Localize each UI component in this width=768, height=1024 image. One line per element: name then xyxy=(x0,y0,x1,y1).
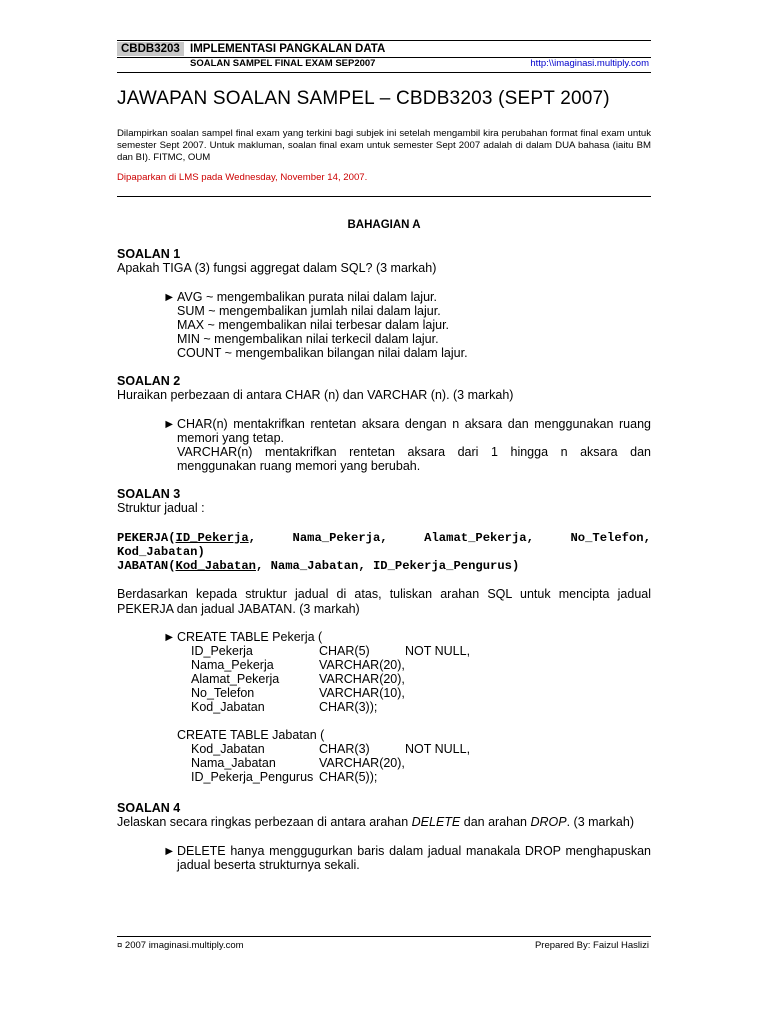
jabatan-table-name: JABATAN( xyxy=(117,559,176,573)
header-url-link[interactable]: http:\\imaginasi.multiply.com xyxy=(530,58,649,69)
course-code-badge: CBDB3203 xyxy=(117,42,184,56)
question-4-answer xyxy=(163,844,651,872)
intro-paragraph: Dilampirkan soalan sampel final exam yang terkini bagi subjek ini setelah mengambil kira perubahan format final exam untuk semester Sept 2007. Untuk makluman, soalan final exam untuk semester Sept 2007 adalah di dalam DUA bahasa (iaitu BM dan BI). FITMC, OUM xyxy=(117,128,651,163)
pekerja-table-name: PEKERJA( xyxy=(117,531,176,545)
jabatan-columns: , Nama_Jabatan, ID_Pekerja_Pengurus) xyxy=(255,559,520,573)
header-subtitle: SOALAN SAMPEL FINAL EXAM SEP2007 xyxy=(190,58,376,69)
create-jabatan-statement: CREATE TABLE Jabatan ( xyxy=(177,728,325,742)
pekerja-columns: , Nama_Pekerja, Alamat_Pekerja, No_Telefon, xyxy=(248,531,651,545)
question-1-title: SOALAN 1 xyxy=(117,247,181,261)
question-3-title: SOALAN 3 xyxy=(117,487,181,501)
question-2-title: SOALAN 2 xyxy=(117,374,181,388)
pekerja-columns-table xyxy=(163,644,470,714)
section-separator xyxy=(117,196,651,197)
table-row: Kod_Jabatan CHAR(3) NOT NULL, xyxy=(191,742,471,756)
question-4-text: Jelaskan secara ringkas perbezaan di antara arahan DELETE dan arahan DROP. (3 markah) xyxy=(117,815,634,829)
pekerja-primary-key: ID_Pekerja xyxy=(175,531,249,545)
table-structure-label: Struktur jadual : xyxy=(117,501,205,515)
section-heading: BAHAGIAN A xyxy=(347,219,421,231)
jabatan-columns-table xyxy=(163,742,470,784)
table-structure-definition xyxy=(117,531,651,573)
question-1-text: Apakah TIGA (3) fungsi aggregat dalam SQL? (3 markah) xyxy=(117,261,437,275)
header-rule-bottom xyxy=(117,72,651,73)
arrow-bullet-icon: ► xyxy=(163,630,176,644)
arrow-bullet-icon: ► xyxy=(163,417,176,431)
table-row: No_Telefon VARCHAR(10), xyxy=(191,686,405,700)
header-rule-top xyxy=(117,40,651,41)
table-row: Alamat_Pekerja VARCHAR(20), xyxy=(191,672,405,686)
table-row: Nama_Jabatan VARCHAR(20), xyxy=(191,756,405,770)
table-row: ID_Pekerja_Pengurus CHAR(5)); xyxy=(191,770,378,784)
pekerja-columns-continued: Kod_Jabatan) xyxy=(117,545,205,559)
table-row: Nama_Pekerja VARCHAR(20), xyxy=(191,658,405,672)
answer-varchar: VARCHAR(n) mentakrifkan rentetan aksara dari 1 hingga n aksara dan menggunakan ruang memori yang berubah. xyxy=(177,445,651,473)
arrow-bullet-icon: ► xyxy=(163,844,176,858)
table-row: Kod_Jabatan CHAR(3)); xyxy=(191,700,378,714)
arrow-bullet-icon: ► xyxy=(163,290,176,304)
footer-copyright: ¤ 2007 imaginasi.multiply.com xyxy=(117,940,244,951)
question-3-answer xyxy=(163,630,651,784)
jabatan-primary-key: Kod_Jabatan xyxy=(175,559,256,573)
table-row: ID_Pekerja CHAR(5) NOT NULL, xyxy=(191,644,471,658)
answer-line: MIN ~ mengembalikan nilai terkecil dalam lajur. xyxy=(177,332,439,346)
course-title: IMPLEMENTASI PANGKALAN DATA xyxy=(190,43,386,55)
posted-note: Dipaparkan di LMS pada Wednesday, November 14, 2007. xyxy=(117,172,368,183)
question-4-title: SOALAN 4 xyxy=(117,801,181,815)
question-2-answer xyxy=(163,417,651,473)
footer-author: Prepared By: Faizul Haslizi xyxy=(534,940,649,951)
create-pekerja-statement: CREATE TABLE Pekerja ( xyxy=(177,630,323,644)
question-2-text: Huraikan perbezaan di antara CHAR (n) dan VARCHAR (n). (3 markah) xyxy=(117,388,514,402)
answer-line: MAX ~ mengembalikan nilai terbesar dalam lajur. xyxy=(177,318,450,332)
answer-line: SUM ~ mengembalikan jumlah nilai dalam lajur. xyxy=(177,304,441,318)
page-title: JAWAPAN SOALAN SAMPEL – CBDB3203 (SEPT 2007) xyxy=(117,88,610,109)
answer-char: CHAR(n) mentakrifkan rentetan aksara dengan n aksara dan menggunakan ruang memori yang tetap. xyxy=(177,417,651,445)
answer-text: DELETE hanya menggugurkan baris dalam jadual manakala DROP menghapuskan jadual beserta strukturnya sekali. xyxy=(177,844,651,872)
answer-line: COUNT ~ mengembalikan bilangan nilai dalam lajur. xyxy=(177,346,468,360)
question-1-answer xyxy=(163,290,651,360)
footer-rule xyxy=(117,936,651,937)
question-3-text: Berdasarkan kepada struktur jadual di atas, tuliskan arahan SQL untuk mencipta jadual PEKERJA dan jadual JABATAN. (3 markah) xyxy=(117,587,651,616)
answer-line: AVG ~ mengembalikan purata nilai dalam lajur. xyxy=(177,290,437,304)
